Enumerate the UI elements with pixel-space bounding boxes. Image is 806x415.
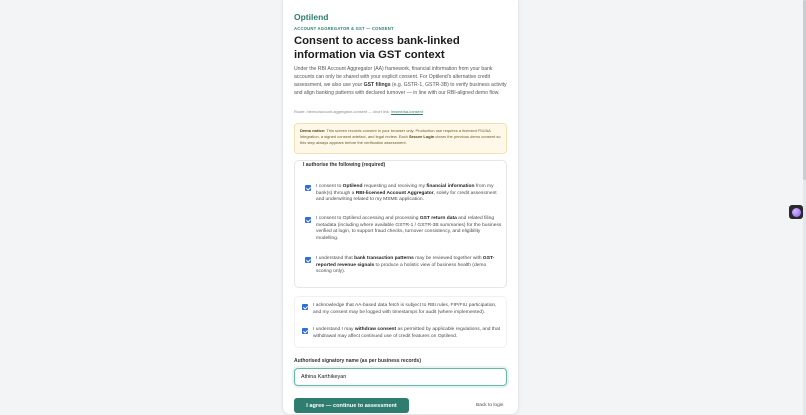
consent-text-patterns: I understand that bank transaction patterns may be reviewed together with GST-reported revenue signals to produce a holistic view of business health (demo scoring only).: [316, 256, 495, 275]
notice-bold-login: Secure Login: [408, 134, 435, 139]
route-info: [294, 109, 423, 114]
consent-text-gst: I consent to Optilend accessing and processing GST return data and related filing metadata (including where available GSTR-1 / GSTR-3B summaries) for the business verified at login, to support fraud checks, turnover consistency, and eligibility modelling.: [316, 216, 502, 242]
notice-label: Demo notice:: [300, 128, 326, 133]
route-prefix: Route:: [294, 109, 307, 114]
consent-item-patterns[interactable]: [305, 256, 503, 276]
brand-logo[interactable]: Optilend: [294, 12, 329, 22]
intro-bold-gst: GST filings: [363, 81, 391, 88]
consent-card: [282, 0, 519, 415]
consent-checkbox-patterns[interactable]: [305, 257, 311, 263]
consent-text-bank: I consent to Optilend requesting and receiving my financial information from my bank(s) through a RBI-licensed Account Aggregator, solely for credit assessment and underwriting related to my MSME application.: [316, 184, 497, 203]
back-to-login-link[interactable]: Back to login: [476, 403, 504, 408]
page-title: Consent to access bank-linked information via GST context: [294, 35, 460, 61]
signatory-label: Authorised signatory name (as per business records): [294, 358, 421, 364]
ack-item-withdraw[interactable]: [302, 327, 502, 340]
intro-text-1: Under the RBI Account Aggregator (AA) framework, financial information from your bank accounts can only be shared with your explicit consent. For Optilend's alternative credit assessment, we also use your: [294, 66, 493, 88]
consent-item-gst[interactable]: [305, 216, 503, 243]
demo-notice: [294, 123, 507, 154]
assistant-widget-icon[interactable]: [789, 205, 803, 219]
route-path: /demo/account-aggregator-consent: [306, 109, 368, 114]
fieldset-legend: I authorise the following (required): [303, 162, 386, 168]
ack-text-withdraw: I understand I may withdraw consent as permitted by applicable regulations, and that withdrawal may affect continued use of credit features on Optilend.: [313, 327, 501, 339]
ack-checkbox-withdraw[interactable]: [302, 328, 308, 334]
ack-checkbox-aa-rules[interactable]: [302, 304, 308, 310]
notice-text-1: This screen records consent in your browser only. Production use requires a licensed FIU/AA integration, a signed consent artefact, and legal review. Each: [300, 128, 491, 139]
consent-item-bank[interactable]: [305, 184, 503, 204]
notice-text-2: clears the previous demo consent so this step always appears before the verification assessment.: [300, 134, 501, 145]
eyebrow-label: ACCOUNT AGGREGATOR & GST — CONSENT: [294, 26, 394, 31]
signatory-name-input[interactable]: [294, 368, 507, 386]
route-separator: — short link:: [367, 109, 391, 114]
agree-continue-button[interactable]: I agree — continue to assessment: [294, 398, 409, 413]
intro-text-2: (e.g. GSTR-1, GSTR-3B) to verify business activity and align banking patterns with declared turnover — in line with our RBI-aligned demo flow.: [294, 81, 507, 96]
ack-item-aa-rules[interactable]: [302, 303, 502, 316]
consent-checkbox-bank[interactable]: [305, 185, 311, 191]
consent-checkbox-gst[interactable]: [305, 217, 311, 223]
assistant-orb-icon: [792, 208, 801, 217]
intro-paragraph: [294, 66, 508, 98]
ack-text-aa-rules: I acknowledge that AA-based data fetch is subject to RBI rules, FIP/FIU participation, and my consent may be logged with timestamps for audit (where implemented).: [313, 303, 497, 315]
short-link[interactable]: /msme/aa-consent: [390, 109, 423, 114]
